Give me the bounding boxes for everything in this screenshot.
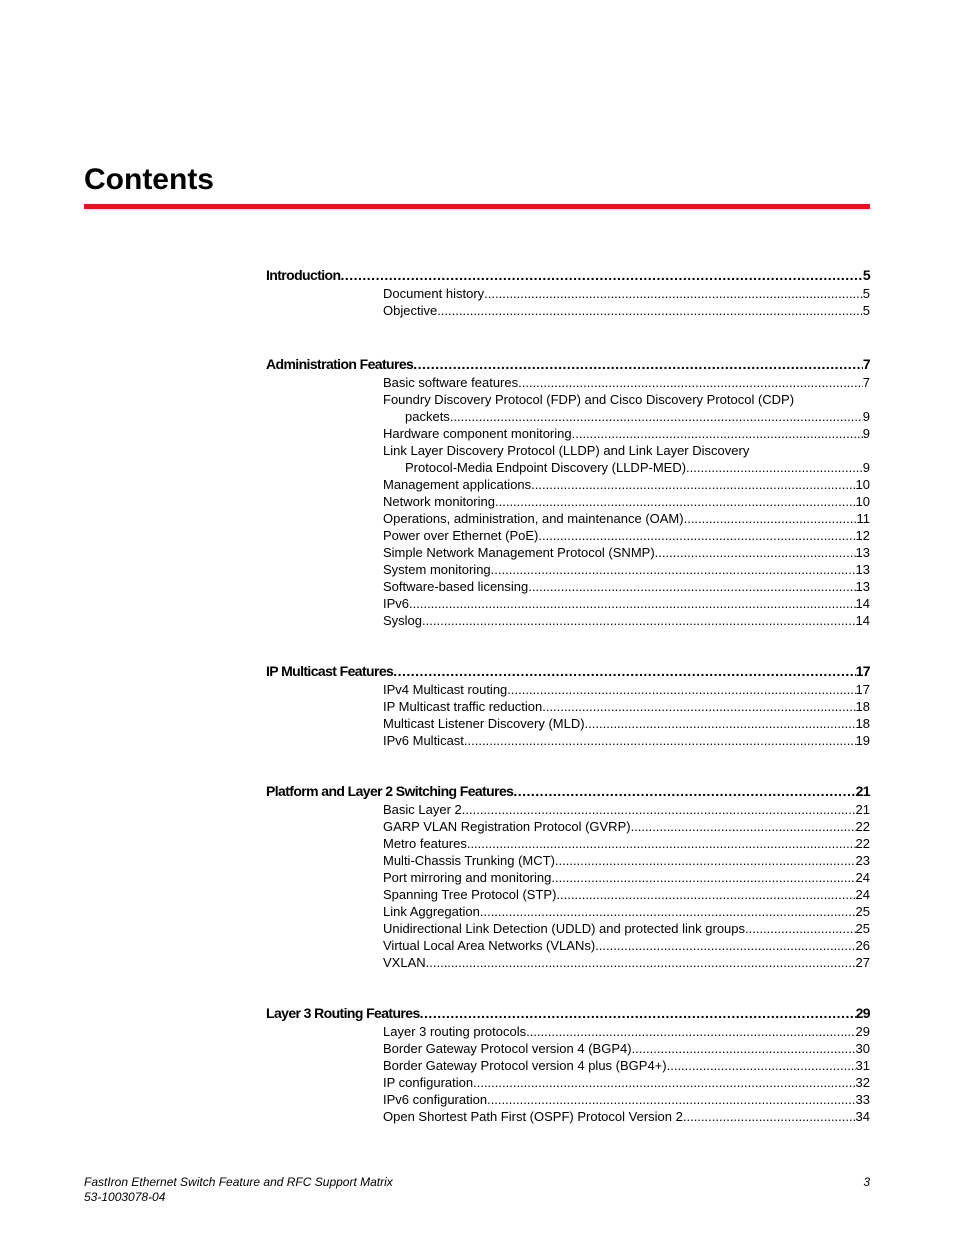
entry-title: Spanning Tree Protocol (STP): [383, 887, 557, 902]
entry-title: IPv6 Multicast: [383, 733, 464, 748]
toc-entries: [383, 801, 870, 971]
toc-chapter-link[interactable]: [266, 266, 870, 285]
toc-entry-link[interactable]: [383, 1108, 870, 1125]
entry-title: Unidirectional Link Detection (UDLD) and protected link groups: [383, 921, 746, 936]
entry-page: 33: [855, 1092, 870, 1107]
toc-section: [266, 355, 870, 629]
entry-title: IPv6: [383, 596, 410, 611]
toc-entry-link[interactable]: [383, 954, 870, 971]
entry-page: 9: [862, 426, 870, 441]
entry-page: 5: [862, 303, 870, 318]
dot-leader: [513, 782, 855, 801]
toc-section: [266, 266, 870, 319]
entry-page: 14: [855, 596, 870, 611]
dot-leader: [683, 1108, 856, 1125]
toc-entry-link[interactable]: [383, 476, 870, 493]
toc-entry-link[interactable]: [383, 493, 870, 510]
entry-page: 11: [856, 511, 870, 526]
entry-page: 24: [855, 870, 870, 885]
dot-leader: [655, 544, 856, 561]
footer-doc-number: 53-1003078-04: [84, 1190, 166, 1204]
entry-title: Metro features: [383, 836, 467, 851]
entry-page: 25: [855, 904, 870, 919]
dot-leader: [572, 425, 863, 442]
title-rule: [84, 204, 870, 209]
dot-leader: [487, 1091, 855, 1108]
toc-entry-link[interactable]: [383, 835, 870, 852]
dot-leader: [393, 662, 855, 681]
entry-page: 21: [855, 802, 870, 817]
entry-title: Open Shortest Path First (OSPF) Protocol Version 2: [383, 1109, 683, 1124]
chapter-title: Introduction: [266, 267, 341, 283]
entry-page: 10: [855, 494, 870, 509]
entry-page: 13: [855, 579, 870, 594]
entry-title: GARP VLAN Registration Protocol (GVRP): [383, 819, 631, 834]
toc-section: [266, 662, 870, 749]
entry-title: Multi-Chassis Trunking (MCT): [383, 853, 555, 868]
toc-entry-link[interactable]: [383, 595, 870, 612]
dot-leader: [464, 732, 856, 749]
toc-entry-link[interactable]: [383, 886, 870, 903]
toc-entry-link[interactable]: [383, 937, 870, 954]
dot-leader: [632, 1040, 856, 1057]
entry-title: Power over Ethernet (PoE): [383, 528, 539, 543]
toc-entry-link[interactable]: [383, 510, 870, 527]
entry-page: 31: [855, 1058, 870, 1073]
table-of-contents: [266, 266, 870, 1154]
entry-page: 29: [855, 1024, 870, 1039]
entry-title: Basic Layer 2: [383, 802, 462, 817]
entry-title: Document history: [383, 286, 485, 301]
entry-title-continued: Protocol-Media Endpoint Discovery (LLDP-MED): [405, 460, 687, 475]
chapter-page: 7: [862, 356, 870, 372]
toc-entry-link[interactable]: [383, 852, 870, 869]
dot-leader: [585, 715, 856, 732]
entry-page: 14: [855, 613, 870, 628]
dot-leader: [538, 527, 855, 544]
entry-title: Link Layer Discovery Protocol (LLDP) and Link Layer Discovery: [383, 443, 750, 458]
dot-leader: [631, 818, 856, 835]
entry-page: 23: [855, 853, 870, 868]
footer-doc-title: FastIron Ethernet Switch Feature and RFC Support Matrix: [84, 1175, 393, 1189]
entry-page: 30: [855, 1041, 870, 1056]
dot-leader: [495, 493, 856, 510]
entry-title-continued: packets: [405, 409, 450, 424]
toc-entry-link[interactable]: [383, 903, 870, 920]
entry-title: Objective: [383, 303, 438, 318]
entry-title: Hardware component monitoring: [383, 426, 572, 441]
toc-entry-link[interactable]: [383, 869, 870, 886]
dot-leader: [745, 920, 856, 937]
toc-chapter-link[interactable]: [266, 662, 870, 681]
dot-leader: [526, 1023, 855, 1040]
entry-title: Network monitoring: [383, 494, 495, 509]
toc-chapter-link[interactable]: [266, 1004, 870, 1023]
entry-title: System monitoring: [383, 562, 491, 577]
entry-title: IPv4 Multicast routing: [383, 682, 508, 697]
entry-page: 13: [855, 562, 870, 577]
entry-page: 27: [855, 955, 870, 970]
dot-leader: [422, 612, 856, 629]
entry-title: Operations, administration, and maintenance (OAM): [383, 511, 684, 526]
dot-leader: [426, 954, 856, 971]
chapter-title: Platform and Layer 2 Switching Features: [266, 783, 514, 799]
entry-page: 9: [862, 409, 870, 424]
entry-title: Syslog: [383, 613, 423, 628]
toc-chapter-link[interactable]: [266, 355, 870, 374]
entry-title: IPv6 configuration: [383, 1092, 488, 1107]
toc-entry-link[interactable]: [383, 374, 870, 391]
toc-section: [266, 782, 870, 971]
toc-entry-link[interactable]: [383, 285, 870, 302]
dot-leader: [556, 886, 855, 903]
toc-entries: [383, 285, 870, 319]
toc-entry-link[interactable]: [383, 732, 870, 749]
chapter-title: IP Multicast Features: [266, 663, 394, 679]
chapter-page: 17: [855, 663, 870, 679]
chapter-title: Layer 3 Routing Features: [266, 1005, 420, 1021]
toc-entry-link[interactable]: [383, 561, 870, 578]
entry-title: Foundry Discovery Protocol (FDP) and Cisco Discovery Protocol (CDP): [383, 392, 795, 407]
entry-page: 12: [855, 528, 870, 543]
toc-entry-link[interactable]: [383, 1091, 870, 1108]
dot-leader: [491, 561, 856, 578]
dot-leader: [467, 835, 856, 852]
entry-page: 18: [855, 699, 870, 714]
toc-entry-link[interactable]: [383, 1074, 870, 1091]
entry-page: 32: [855, 1075, 870, 1090]
dot-leader: [684, 510, 857, 527]
entry-page: 13: [855, 545, 870, 560]
footer-page-number: 3: [863, 1175, 870, 1189]
dot-leader: [667, 1057, 856, 1074]
chapter-page: 5: [862, 267, 870, 283]
toc-entry-link[interactable]: [383, 698, 870, 715]
toc-entries: [383, 1023, 870, 1125]
entry-page: 24: [855, 887, 870, 902]
dot-leader: [413, 355, 863, 374]
toc-entry-link[interactable]: [383, 1040, 870, 1057]
entry-title: Basic software features: [383, 375, 519, 390]
chapter-page: 29: [855, 1005, 870, 1021]
toc-entry-link[interactable]: [383, 425, 870, 442]
dot-leader: [542, 698, 855, 715]
entry-page: 5: [862, 286, 870, 301]
toc-entry-link[interactable]: [383, 391, 870, 425]
dot-leader: [595, 937, 855, 954]
toc-entries: [383, 681, 870, 749]
entry-title: IP Multicast traffic reduction: [383, 699, 543, 714]
toc-entry-link[interactable]: [383, 1023, 870, 1040]
entry-title: Border Gateway Protocol version 4 plus (BGP4+): [383, 1058, 667, 1073]
dot-leader: [420, 1004, 856, 1023]
entry-page: 17: [855, 682, 870, 697]
chapter-page: 21: [855, 783, 870, 799]
toc-entry-link[interactable]: [383, 544, 870, 561]
entry-page: 19: [855, 733, 870, 748]
entry-page: 18: [855, 716, 870, 731]
dot-leader: [450, 408, 863, 425]
dot-leader: [518, 374, 863, 391]
toc-entry-link[interactable]: [383, 578, 870, 595]
entry-page: 22: [855, 819, 870, 834]
entry-title: Link Aggregation: [383, 904, 480, 919]
chapter-title: Administration Features: [266, 356, 414, 372]
dot-leader: [462, 801, 856, 818]
dot-leader: [555, 852, 856, 869]
dot-leader: [409, 595, 856, 612]
footer-document-info: [84, 1175, 393, 1205]
entry-title: Port mirroring and monitoring: [383, 870, 552, 885]
entry-title: Software-based licensing: [383, 579, 529, 594]
entry-page: 22: [855, 836, 870, 851]
toc-entries: [383, 374, 870, 629]
toc-entry-link[interactable]: [383, 715, 870, 732]
toc-entry-link[interactable]: [383, 612, 870, 629]
entry-title: VXLAN: [383, 955, 426, 970]
entry-title: IP configuration: [383, 1075, 474, 1090]
entry-title: Layer 3 routing protocols: [383, 1024, 527, 1039]
entry-page: 9: [862, 460, 870, 475]
entry-page: 10: [855, 477, 870, 492]
dot-leader: [507, 681, 855, 698]
entry-title: Simple Network Management Protocol (SNMP): [383, 545, 655, 560]
dot-leader: [551, 869, 855, 886]
page-title: Contents: [84, 163, 214, 196]
entry-page: 25: [855, 921, 870, 936]
entry-title: Border Gateway Protocol version 4 (BGP4): [383, 1041, 632, 1056]
dot-leader: [340, 266, 862, 285]
dot-leader: [480, 903, 856, 920]
dot-leader: [528, 578, 855, 595]
toc-chapter-link[interactable]: [266, 782, 870, 801]
toc-entry-link[interactable]: [383, 801, 870, 818]
toc-entry-link[interactable]: [383, 1057, 870, 1074]
dot-leader: [686, 459, 863, 476]
entry-page: 34: [855, 1109, 870, 1124]
entry-title: Virtual Local Area Networks (VLANs): [383, 938, 596, 953]
entry-page: 7: [862, 375, 870, 390]
entry-page: 26: [855, 938, 870, 953]
dot-leader: [484, 285, 863, 302]
toc-entry-link[interactable]: [383, 302, 870, 319]
dot-leader: [531, 476, 855, 493]
dot-leader: [473, 1074, 855, 1091]
toc-entry-link[interactable]: [383, 920, 870, 937]
entry-title: Management applications: [383, 477, 532, 492]
toc-entry-link[interactable]: [383, 527, 870, 544]
toc-entry-link[interactable]: [383, 818, 870, 835]
entry-title: Multicast Listener Discovery (MLD): [383, 716, 585, 731]
toc-entry-link[interactable]: [383, 681, 870, 698]
toc-entry-link[interactable]: [383, 442, 870, 476]
toc-section: [266, 1004, 870, 1125]
dot-leader: [437, 302, 863, 319]
